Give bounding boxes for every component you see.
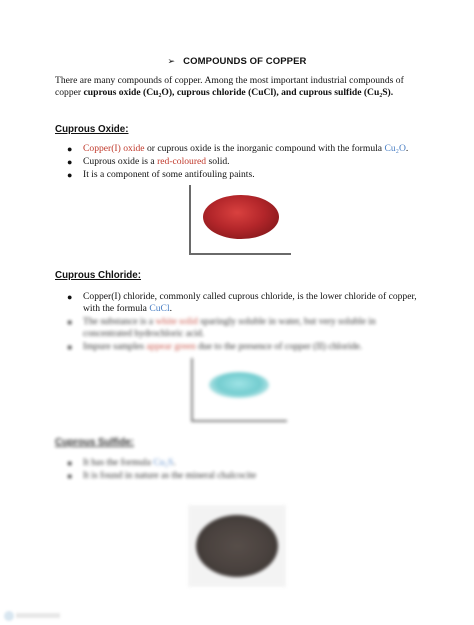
bullet-icon: ● — [67, 292, 73, 302]
bullet-icon: ● — [67, 317, 73, 327]
arrow-bullet-icon: ➢ — [167, 56, 176, 66]
text: It is found in nature as the mineral chalcocite — [83, 470, 257, 481]
cuprous-oxide-photo — [189, 185, 291, 255]
watermark-logo-icon — [4, 611, 14, 621]
red-text: appear green — [146, 341, 196, 352]
text: . — [405, 143, 409, 154]
heading-cuprous-oxide: Cuprous Oxide: — [55, 124, 129, 135]
bullet-icon: ● — [67, 170, 73, 180]
bullet-icon: ● — [67, 342, 73, 352]
teal-powder-image — [209, 372, 269, 398]
intro-text: There are many compounds of copper. Among the most important industrial compounds of copper — [55, 75, 404, 98]
chloride-bullet-list — [55, 291, 425, 354]
formula-text: CuCl — [149, 303, 170, 314]
text: It has the formula — [83, 457, 154, 468]
formula-text: Cu₂O — [384, 143, 406, 154]
bullet-icon: ● — [67, 458, 73, 468]
text: It is a component of some antifouling paints. — [83, 169, 255, 180]
text: . — [169, 303, 173, 314]
cuprous-sulfide-photo — [188, 505, 286, 587]
heading-cuprous-sulfide: Cuprous Sulfide: — [55, 437, 134, 448]
list-item — [55, 457, 425, 469]
title-text: COMPOUNDS OF COPPER — [183, 56, 307, 67]
sulfide-bullet-list — [55, 457, 425, 483]
text: . — [173, 457, 176, 468]
red-text: red-coloured — [157, 156, 207, 167]
text: or cuprous oxide is the inorganic compound with the formula — [144, 143, 385, 154]
intro-bold-text: cuprous oxide (Cu₂O), cuprous chloride (CuCl), and cuprous sulfide (Cu₂S). — [83, 87, 394, 98]
list-item — [55, 470, 425, 482]
text: Copper(I) chloride, commonly called cuprous chloride, is the lower chloride of copper, with the formula — [83, 291, 417, 314]
list-item — [55, 169, 425, 181]
black-powder-image — [196, 515, 278, 577]
text: Impure samples — [83, 341, 147, 352]
intro-paragraph — [55, 75, 425, 99]
bullet-icon: ● — [67, 471, 73, 481]
formula-text: Cu₂S — [153, 457, 174, 468]
red-text: Copper(I) oxide — [83, 143, 145, 154]
text: sparingly soluble in water, but very soluble in concentrated hydrochloric acid. — [83, 316, 376, 339]
list-item — [55, 143, 425, 155]
text: solid. — [206, 156, 230, 167]
heading-cuprous-chloride: Cuprous Chloride: — [55, 270, 141, 281]
text: due to the presence of copper (II) chloride. — [195, 341, 363, 352]
text: The substance is a — [83, 316, 156, 327]
list-item — [55, 316, 425, 340]
list-item — [55, 341, 425, 353]
document-title — [0, 56, 474, 67]
cuprous-chloride-photo — [191, 358, 287, 422]
red-text: white solid — [155, 316, 198, 327]
list-item — [55, 156, 425, 168]
red-powder-image — [203, 195, 279, 239]
oxide-bullet-list — [55, 143, 425, 182]
bullet-icon: ● — [67, 157, 73, 167]
watermark-text-bar — [16, 613, 60, 618]
bullet-icon: ● — [67, 144, 73, 154]
list-item — [55, 291, 425, 315]
text: Cuprous oxide is a — [83, 156, 158, 167]
